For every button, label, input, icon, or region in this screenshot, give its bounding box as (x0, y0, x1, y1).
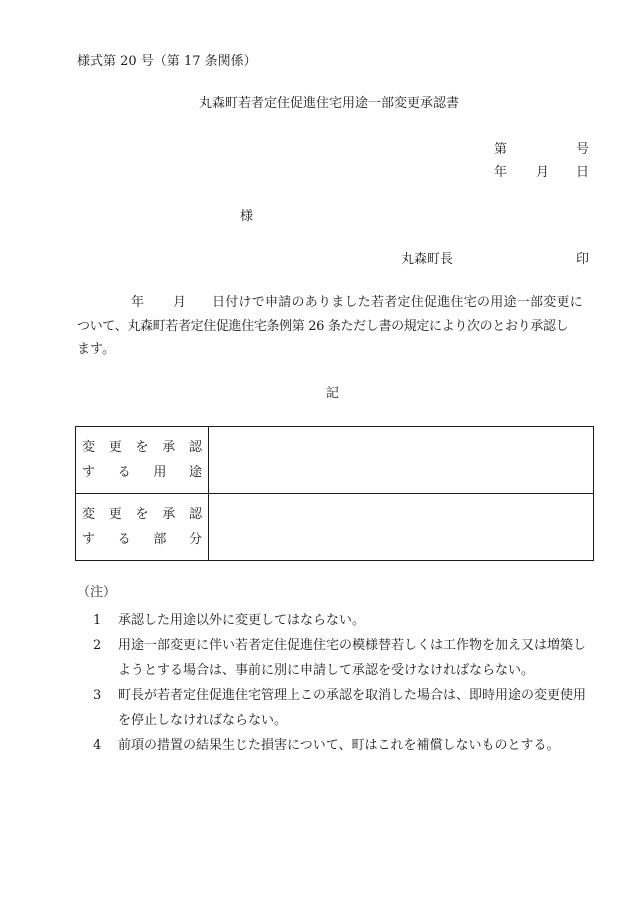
note-number: 2 (93, 638, 102, 653)
notes-section (77, 585, 595, 758)
note-number: 4 (93, 738, 102, 753)
date-day-label: 日 (576, 165, 590, 180)
approval-table (75, 426, 594, 561)
label-char: 変 (82, 440, 96, 455)
label-char: 承 (162, 440, 176, 455)
label-char: 用 (153, 465, 167, 480)
table-row (76, 427, 594, 494)
label-char: 認 (188, 507, 202, 522)
label-char: す (82, 532, 96, 547)
date-month-label: 月 (536, 165, 550, 180)
ref-go: 号 (576, 142, 590, 157)
body-year-label: 年 (131, 295, 145, 310)
note-text: 承認した用途以外に変更してはならない。 (118, 613, 366, 628)
note-item (83, 633, 595, 683)
row-label-part (76, 494, 209, 561)
note-item (83, 733, 595, 758)
form-number: 様式第 20 号（第 17 条関係） (77, 54, 257, 69)
note-text: 前項の措置の結果生じた損害について、町はこれを補償しないものとする。 (118, 738, 560, 753)
seal-mark: 印 (576, 252, 590, 267)
row-value-use[interactable] (209, 427, 594, 494)
sender-name: 丸森町長 (401, 252, 454, 267)
ki-heading: 記 (326, 386, 340, 401)
label-char: る (117, 532, 131, 547)
note-text: 用途一部変更に伴い若者定住促進住宅の模様替若しくは工作物を加え又は増築しようとする場合は、事前に別に申請して承認を受けなければならない。 (118, 638, 587, 678)
label-char: を (135, 507, 149, 522)
row-label-use (76, 427, 209, 494)
label-char: る (117, 465, 131, 480)
body-line-2: ついて、丸森町若者定住促進住宅条例第 26 条ただし書の規定により次のとおり承認し (77, 319, 569, 334)
note-text: 町長が若者定住促進住宅管理上この承認を取消した場合は、即時用途の変更使用を停止しなければならない。 (118, 688, 587, 728)
addressee-honorific: 様 (240, 209, 254, 224)
document-title: 丸森町若者定住促進住宅用途一部変更承認書 (199, 96, 460, 111)
row-value-part[interactable] (209, 494, 594, 561)
ref-dai: 第 (494, 142, 508, 157)
label-char: 更 (108, 440, 122, 455)
note-number: 3 (93, 688, 102, 703)
date-year-label: 年 (494, 165, 508, 180)
label-char: 更 (108, 507, 122, 522)
notes-heading: （注） (77, 585, 117, 600)
table-row (76, 494, 594, 561)
body-line-1: 日付けで申請のありました若者定住促進住宅の用途一部変更に (212, 295, 584, 310)
note-item (83, 683, 595, 733)
body-line-3: ます。 (77, 342, 115, 357)
label-char: 承 (162, 507, 176, 522)
label-char: 途 (188, 465, 202, 480)
body-month-label: 月 (173, 295, 187, 310)
note-number: 1 (93, 613, 102, 628)
label-char: 分 (188, 532, 202, 547)
note-item (83, 608, 595, 633)
label-char: 部 (153, 532, 167, 547)
label-char: を (135, 440, 149, 455)
label-char: す (82, 465, 96, 480)
label-char: 認 (188, 440, 202, 455)
label-char: 変 (82, 507, 96, 522)
